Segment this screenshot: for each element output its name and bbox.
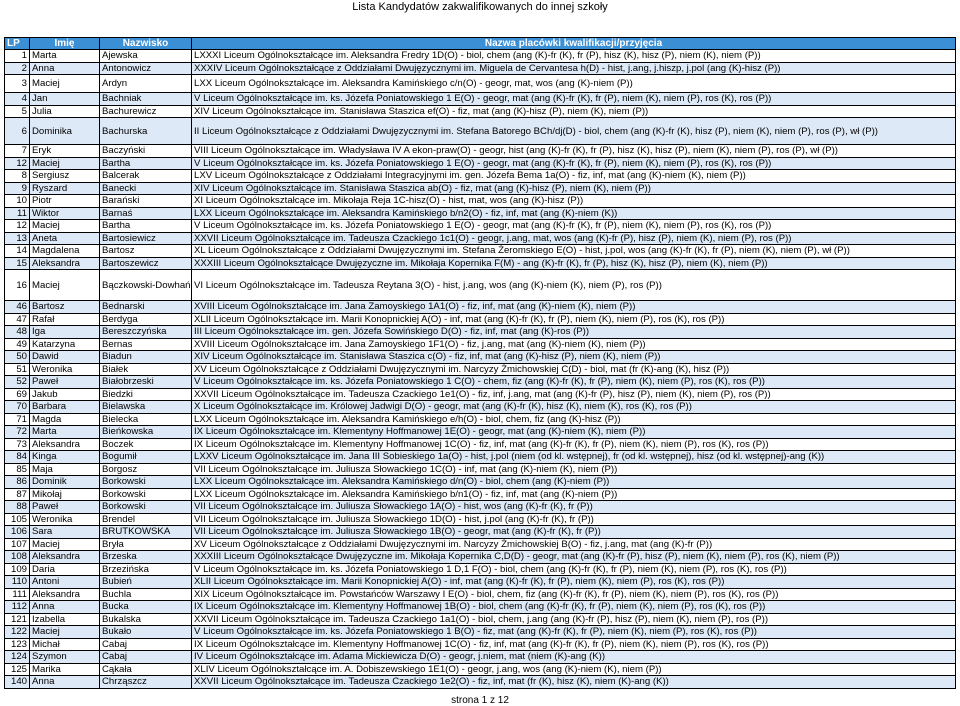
- cell-imie: Magda: [30, 413, 100, 426]
- table-row: [5, 488, 956, 501]
- cell-szkola: V Liceum Ogólnokształcące im. ks. Józefa Poniatowskiego 1 B(O) - fiz, mat (ang (K)-fr (K), fr (P), niem (K), niem (P), ros (K), ros (P)): [192, 626, 956, 639]
- cell-nazwisko: Bryła: [100, 538, 192, 551]
- cell-imie: Rafał: [30, 313, 100, 326]
- cell-nazwisko: Bielecka: [100, 413, 192, 426]
- cell-lp: 4: [5, 93, 30, 106]
- cell-imie: Daria: [30, 563, 100, 576]
- cell-lp: 11: [5, 207, 30, 220]
- cell-szkola: XVIII Liceum Ogólnokształcące im. Jana Zamoyskiego 1A1(O) - fiz, inf, mat (ang (K)-niem (K), niem (P)): [192, 301, 956, 314]
- cell-nazwisko: Bartoszewicz: [100, 257, 192, 270]
- cell-lp: 2: [5, 62, 30, 75]
- table-row: [5, 62, 956, 75]
- cell-imie: Maja: [30, 463, 100, 476]
- cell-imie: Anna: [30, 676, 100, 689]
- cell-nazwisko: Bartha: [100, 157, 192, 170]
- table-row: [5, 118, 956, 145]
- cell-lp: 84: [5, 451, 30, 464]
- cell-lp: 108: [5, 551, 30, 564]
- header-lp: LP: [5, 38, 30, 50]
- table-row: [5, 626, 956, 639]
- cell-imie: Marta: [30, 426, 100, 439]
- table-row: [5, 363, 956, 376]
- cell-szkola: XXVII Liceum Ogólnokształcące im. Tadeusza Czackiego 1a1(O) - biol, chem, j.ang (ang (K)-fr (P), hisz (P), niem (K), niem (P), ros (P)): [192, 613, 956, 626]
- cell-nazwisko: Boczek: [100, 438, 192, 451]
- cell-szkola: V Liceum Ogólnokształcące im. ks. Józefa Poniatowskiego 1 E(O) - geogr, mat (ang (K)-fr (K), fr (P), niem (K), niem (P), ros (K), ros (P)): [192, 93, 956, 106]
- cell-imie: Iga: [30, 326, 100, 339]
- cell-szkola: XIX Liceum Ogólnokształcące im. Powstańców Warszawy I E(O) - biol, chem, fiz (ang (K)-fr (K), fr (P), niem (K), niem (P), ros (K), ros (P)): [192, 588, 956, 601]
- table-row: [5, 338, 956, 351]
- table-row: [5, 576, 956, 589]
- cell-szkola: IV Liceum Ogólnokształcące im. Adama Mickiewicza D(O) - geogr, j.niem, mat (niem (K)-ang (K)): [192, 651, 956, 664]
- cell-lp: 109: [5, 563, 30, 576]
- cell-imie: Bartosz: [30, 301, 100, 314]
- cell-lp: 87: [5, 488, 30, 501]
- cell-imie: Weronika: [30, 513, 100, 526]
- cell-szkola: XLII Liceum Ogólnokształcące im. Marii Konopnickiej A(O) - inf, mat (ang (K)-fr (K), fr (P), niem (K), niem (P), ros (K), ros (P)): [192, 576, 956, 589]
- table-row: [5, 157, 956, 170]
- cell-nazwisko: Ajewska: [100, 50, 192, 63]
- cell-imie: Barbara: [30, 401, 100, 414]
- cell-lp: 16: [5, 270, 30, 301]
- cell-imie: Magdalena: [30, 245, 100, 258]
- table-row: [5, 651, 956, 664]
- document-title: Lista Kandydatów zakwalifikowanych do innej szkoły: [352, 1, 608, 13]
- cell-imie: Maciej: [30, 538, 100, 551]
- table-row: [5, 513, 956, 526]
- cell-lp: 50: [5, 351, 30, 364]
- cell-nazwisko: Baczyński: [100, 145, 192, 158]
- cell-nazwisko: Bachurska: [100, 118, 192, 145]
- cell-szkola: LXV Liceum Ogólnokształcące z Oddziałami Integracyjnymi im. gen. Józefa Bema 1a(O) - fiz, inf, mat (ang (K)-niem (K), niem (P)): [192, 170, 956, 183]
- cell-nazwisko: Bogumił: [100, 451, 192, 464]
- cell-szkola: III Liceum Ogólnokształcące im. gen. Józefa Sowińskiego D(O) - fiz, inf, mat (ang (K)-ros (P)): [192, 326, 956, 339]
- cell-imie: Marta: [30, 50, 100, 63]
- cell-lp: 105: [5, 513, 30, 526]
- table-row: [5, 438, 956, 451]
- table-row: [5, 257, 956, 270]
- cell-nazwisko: Bernas: [100, 338, 192, 351]
- cell-szkola: XIV Liceum Ogólnokształcące im. Stanisława Staszica ef(O) - fiz, mat (ang (K)-hisz (P), niem (K), niem (P)): [192, 105, 956, 118]
- cell-lp: 47: [5, 313, 30, 326]
- cell-lp: 12: [5, 157, 30, 170]
- table-row: [5, 351, 956, 364]
- cell-imie: Mikołaj: [30, 488, 100, 501]
- cell-nazwisko: Bartosiewicz: [100, 232, 192, 245]
- cell-szkola: XXVII Liceum Ogólnokształcące im. Tadeusza Czackiego 1e2(O) - fiz, inf, mat (fr (K), hisz (K), niem (K)-ang (K)): [192, 676, 956, 689]
- cell-lp: 51: [5, 363, 30, 376]
- cell-lp: 122: [5, 626, 30, 639]
- cell-szkola: X Liceum Ogólnokształcące im. Królowej Jadwigi D(O) - geogr, mat (ang (K)-fr (K), hisz (K), niem (K), ros (K), ros (P)): [192, 401, 956, 414]
- cell-nazwisko: Buchla: [100, 588, 192, 601]
- table-row: [5, 220, 956, 233]
- cell-nazwisko: Borkowski: [100, 488, 192, 501]
- cell-nazwisko: Bączkowski-Dowhań: [100, 270, 192, 301]
- cell-nazwisko: Chrząszcz: [100, 676, 192, 689]
- cell-szkola: XLII Liceum Ogólnokształcące im. Marii Konopnickiej A(O) - inf, mat (ang (K)-fr (K), fr (P), niem (K), niem (P), ros (K), ros (P)): [192, 313, 956, 326]
- cell-imie: Julia: [30, 105, 100, 118]
- table-row: [5, 638, 956, 651]
- cell-imie: Ryszard: [30, 182, 100, 195]
- cell-nazwisko: Białek: [100, 363, 192, 376]
- cell-szkola: VII Liceum Ogólnokształcące im. Juliusza Słowackiego 1A(O) - hist, wos (ang (K)-fr (K), fr (P)): [192, 501, 956, 514]
- cell-nazwisko: BRUTKOWSKA: [100, 526, 192, 539]
- cell-nazwisko: Cabaj: [100, 651, 192, 664]
- cell-imie: Dawid: [30, 351, 100, 364]
- table-row: [5, 170, 956, 183]
- cell-lp: 85: [5, 463, 30, 476]
- cell-nazwisko: Bukało: [100, 626, 192, 639]
- table-row: [5, 663, 956, 676]
- cell-lp: 8: [5, 170, 30, 183]
- cell-imie: Maciej: [30, 626, 100, 639]
- cell-lp: 107: [5, 538, 30, 551]
- cell-nazwisko: Bartosz: [100, 245, 192, 258]
- cell-szkola: IX Liceum Ogólnokształcące im. Klementyny Hoffmanowej 1E(O) - geogr, mat (ang (K)-niem (K), niem (P)): [192, 426, 956, 439]
- cell-szkola: LXXXI Liceum Ogólnokształcące im. Aleksandra Fredry 1D(O) - biol, chem (ang (K)-fr (K), fr (P), hisz (K), hisz (P), niem (K), niem (P)): [192, 50, 956, 63]
- table-row: [5, 182, 956, 195]
- table-row: [5, 301, 956, 314]
- cell-lp: 48: [5, 326, 30, 339]
- cell-lp: 121: [5, 613, 30, 626]
- cell-imie: Sergiusz: [30, 170, 100, 183]
- cell-lp: 12: [5, 220, 30, 233]
- cell-szkola: XIV Liceum Ogólnokształcące im. Stanisława Staszica ab(O) - fiz, mat (ang (K)-hisz (P), niem (K), niem (P)): [192, 182, 956, 195]
- candidates-table: [4, 37, 956, 689]
- cell-szkola: V Liceum Ogólnokształcące im. ks. Józefa Poniatowskiego 1 E(O) - geogr, mat (ang (K)-fr (K), fr (P), niem (K), niem (P), ros (K), ros (P)): [192, 220, 956, 233]
- cell-lp: 3: [5, 75, 30, 93]
- table-row: [5, 563, 956, 576]
- cell-szkola: II Liceum Ogólnokształcące z Oddziałami Dwujęzycznymi im. Stefana Batorego BCh/dj(D) - biol, chem (ang (K)-fr (K), hisz (P), niem (K), niem (P), ros (P), wł (P)): [192, 118, 956, 145]
- cell-szkola: XXXIII Liceum Ogólnokształcące Dwujęzyczne im. Mikołaja Kopernika C,D(D) - geogr, mat (ang (K)-fr (P), hisz (P), niem (K), niem (P), ros (K), niem (P)): [192, 551, 956, 564]
- cell-szkola: XIV Liceum Ogólnokształcące im. Stanisława Staszica c(O) - fiz, inf, mat (ang (K)-hisz (P), niem (K), niem (P)): [192, 351, 956, 364]
- cell-nazwisko: Bartha: [100, 220, 192, 233]
- table-row: [5, 413, 956, 426]
- table-row: [5, 551, 956, 564]
- cell-nazwisko: Bachniak: [100, 93, 192, 106]
- cell-szkola: VI Liceum Ogólnokształcące im. Tadeusza Reytana 3(O) - hist, j.ang, wos (ang (K)-niem (K), niem (P), ros (P)): [192, 270, 956, 301]
- cell-nazwisko: Biedzki: [100, 388, 192, 401]
- cell-lp: 88: [5, 501, 30, 514]
- cell-imie: Kinga: [30, 451, 100, 464]
- cell-nazwisko: Cabaj: [100, 638, 192, 651]
- cell-nazwisko: Bucka: [100, 601, 192, 614]
- cell-nazwisko: Biadun: [100, 351, 192, 364]
- table-row: [5, 588, 956, 601]
- cell-imie: Marika: [30, 663, 100, 676]
- cell-szkola: XXXIII Liceum Ogólnokształcące Dwujęzyczne im. Mikołaja Kopernika F(M) - ang (K)-fr (K), fr (P), hisz (K), hisz (P), niem (K), niem (P)): [192, 257, 956, 270]
- table-row: [5, 526, 956, 539]
- cell-szkola: XLIV Liceum Ogólnokształcące im. A. Dobiszewskiego 1E1(O) - geogr, j.ang, wos (ang (K)-niem (K), niem (P)): [192, 663, 956, 676]
- cell-imie: Aleksandra: [30, 551, 100, 564]
- cell-nazwisko: Berdyga: [100, 313, 192, 326]
- table-row: [5, 105, 956, 118]
- table-row: [5, 401, 956, 414]
- cell-szkola: V Liceum Ogólnokształcące im. ks. Józefa Poniatowskiego 1 E(O) - geogr, mat (ang (K)-fr (K), fr (P), niem (K), niem (P), ros (K), ros (P)): [192, 157, 956, 170]
- cell-lp: 6: [5, 118, 30, 145]
- cell-nazwisko: Brendel: [100, 513, 192, 526]
- cell-imie: Maciej: [30, 270, 100, 301]
- table-row: [5, 601, 956, 614]
- cell-lp: 112: [5, 601, 30, 614]
- cell-nazwisko: Brzeska: [100, 551, 192, 564]
- cell-nazwisko: Bubień: [100, 576, 192, 589]
- table-row: [5, 207, 956, 220]
- cell-szkola: V Liceum Ogólnokształcące im. ks. Józefa Poniatowskiego 1 D,1 F(O) - biol, chem (ang (K)-fr (K), fr (P), niem (K), niem (P), ros (K), ros (P)): [192, 563, 956, 576]
- cell-nazwisko: Barański: [100, 195, 192, 208]
- cell-lp: 5: [5, 105, 30, 118]
- table-row: [5, 613, 956, 626]
- cell-nazwisko: Balcerak: [100, 170, 192, 183]
- cell-nazwisko: Borkowski: [100, 476, 192, 489]
- cell-szkola: IX Liceum Ogólnokształcące im. Klementyny Hoffmanowej 1C(O) - fiz, inf, mat (ang (K)-fr (K), fr (P), niem (K), niem (P), ros (K), ros (P)): [192, 638, 956, 651]
- cell-szkola: XI Liceum Ogólnokształcące im. Mikołaja Reja 1C-hisz(O) - hist, mat, wos (ang (K)-hisz (P)): [192, 195, 956, 208]
- table-header-row: [5, 38, 956, 50]
- cell-imie: Katarzyna: [30, 338, 100, 351]
- cell-lp: 10: [5, 195, 30, 208]
- cell-nazwisko: Bereszczyńska: [100, 326, 192, 339]
- cell-szkola: XVIII Liceum Ogólnokształcące im. Jana Zamoyskiego 1F1(O) - fiz, j.ang, mat (ang (K)-niem (K), niem (P)): [192, 338, 956, 351]
- cell-lp: 9: [5, 182, 30, 195]
- cell-imie: Maciej: [30, 220, 100, 233]
- cell-nazwisko: Bukalska: [100, 613, 192, 626]
- table-row: [5, 388, 956, 401]
- cell-szkola: XXVII Liceum Ogólnokształcące im. Tadeusza Czackiego 1e1(O) - fiz, inf, j.ang, mat (ang (K)-fr (P), hisz (P), niem (K), niem (P), ros (P)): [192, 388, 956, 401]
- table-row: [5, 50, 956, 63]
- cell-imie: Dominika: [30, 118, 100, 145]
- cell-nazwisko: Bieńkowska: [100, 426, 192, 439]
- table-row: [5, 145, 956, 158]
- cell-imie: Jan: [30, 93, 100, 106]
- cell-imie: Maciej: [30, 75, 100, 93]
- cell-imie: Maciej: [30, 157, 100, 170]
- cell-szkola: VIII Liceum Ogólnokształcące im. Władysława IV A ekon-praw(O) - geogr, hist (ang (K)-fr (K), fr (P), hisz (K), hisz (P), niem (K), niem (P), ros (P), wł (P)): [192, 145, 956, 158]
- cell-imie: Szymon: [30, 651, 100, 664]
- cell-szkola: LXX Liceum Ogólnokształcące im. Aleksandra Kamińskiego d/n(O) - biol, chem (ang (K)-niem (P)): [192, 476, 956, 489]
- cell-szkola: XV Liceum Ogólnokształcące z Oddziałami Dwujęzycznymi im. Narcyzy Żmichowskiej B(O) - fiz, j.ang, mat (ang (K)-fr (P)): [192, 538, 956, 551]
- cell-szkola: VII Liceum Ogólnokształcące im. Juliusza Słowackiego 1B(O) - geogr, mat (ang (K)-fr (K), fr (P)): [192, 526, 956, 539]
- cell-lp: 52: [5, 376, 30, 389]
- cell-nazwisko: Brzezińska: [100, 563, 192, 576]
- cell-nazwisko: Banecki: [100, 182, 192, 195]
- cell-szkola: LXX Liceum Ogólnokształcące im. Aleksandra Kamińskiego c/n(O) - geogr, mat, wos (ang (K)-niem (P)): [192, 75, 956, 93]
- cell-imie: Aneta: [30, 232, 100, 245]
- cell-imie: Eryk: [30, 145, 100, 158]
- cell-lp: 111: [5, 588, 30, 601]
- cell-nazwisko: Borkowski: [100, 501, 192, 514]
- cell-imie: Weronika: [30, 363, 100, 376]
- cell-imie: Aleksandra: [30, 438, 100, 451]
- cell-nazwisko: Borgosz: [100, 463, 192, 476]
- table-row: [5, 476, 956, 489]
- cell-lp: 69: [5, 388, 30, 401]
- cell-lp: 72: [5, 426, 30, 439]
- page-number: strona 1 z 12: [451, 695, 509, 706]
- cell-lp: 1: [5, 50, 30, 63]
- cell-nazwisko: Barnaś: [100, 207, 192, 220]
- table-row: [5, 451, 956, 464]
- cell-imie: Sara: [30, 526, 100, 539]
- table-row: [5, 538, 956, 551]
- cell-imie: Paweł: [30, 376, 100, 389]
- cell-imie: Michał: [30, 638, 100, 651]
- table-row: [5, 426, 956, 439]
- cell-szkola: VII Liceum Ogólnokształcące im. Juliusza Słowackiego 1C(O) - inf, mat (ang (K)-niem (K), niem (P)): [192, 463, 956, 476]
- cell-imie: Wiktor: [30, 207, 100, 220]
- table-row: [5, 245, 956, 258]
- cell-szkola: XXVII Liceum Ogólnokształcące im. Tadeusza Czackiego 1c1(O) - geogr, j.ang, mat, wos (ang (K)-fr (P), hisz (P), niem (K), niem (P), ros (P)): [192, 232, 956, 245]
- cell-lp: 110: [5, 576, 30, 589]
- table-row: [5, 93, 956, 106]
- cell-imie: Izabella: [30, 613, 100, 626]
- cell-lp: 49: [5, 338, 30, 351]
- cell-lp: 73: [5, 438, 30, 451]
- cell-imie: Piotr: [30, 195, 100, 208]
- cell-lp: 124: [5, 651, 30, 664]
- cell-lp: 14: [5, 245, 30, 258]
- cell-szkola: LXX Liceum Ogólnokształcące im. Aleksandra Kamińskiego b/n1(O) - fiz, inf, mat (ang (K)-niem (P)): [192, 488, 956, 501]
- cell-szkola: V Liceum Ogólnokształcące im. ks. Józefa Poniatowskiego 1 C(O) - chem, fiz (ang (K)-fr (K), fr (P), niem (K), niem (P), ros (K), ros (P)): [192, 376, 956, 389]
- cell-szkola: LXXV Liceum Ogólnokształcące im. Jana III Sobieskiego 1a(O) - hist, j.pol (niem (od kl. wstępnej), fr (od kl. wstępnej), hisz (od kl. wstępnej)-ang (K)): [192, 451, 956, 464]
- header-nazwisko: Nazwisko: [100, 38, 192, 50]
- table-row: [5, 326, 956, 339]
- cell-lp: 123: [5, 638, 30, 651]
- cell-szkola: XL Liceum Ogólnokształcące z Oddziałami Dwujęzycznymi im. Stefana Żeromskiego E(O) - hist, j.pol, wos (ang (K)-fr (K), fr (P), niem (K), niem (P), wł (P)): [192, 245, 956, 258]
- cell-lp: 15: [5, 257, 30, 270]
- cell-nazwisko: Białobrzeski: [100, 376, 192, 389]
- cell-imie: Anna: [30, 62, 100, 75]
- cell-szkola: XV Liceum Ogólnokształcące z Oddziałami Dwujęzycznymi im. Narcyzy Żmichowskiej C(D) - biol, mat (fr (K)-ang (K), hisz (P)): [192, 363, 956, 376]
- cell-nazwisko: Antonowicz: [100, 62, 192, 75]
- cell-lp: 13: [5, 232, 30, 245]
- table-row: [5, 463, 956, 476]
- table-row: [5, 313, 956, 326]
- cell-lp: 106: [5, 526, 30, 539]
- cell-lp: 86: [5, 476, 30, 489]
- cell-szkola: VII Liceum Ogólnokształcące im. Juliusza Słowackiego 1D(O) - hist, j.pol (ang (K)-fr (K), fr (P)): [192, 513, 956, 526]
- cell-szkola: IX Liceum Ogólnokształcące im. Klementyny Hoffmanowej 1C(O) - fiz, inf, mat (ang (K)-fr (K), fr (P), niem (K), niem (P), ros (K), ros (P)): [192, 438, 956, 451]
- cell-szkola: IX Liceum Ogólnokształcące im. Klementyny Hoffmanowej 1B(O) - biol, chem (ang (K)-fr (K), fr (P), niem (K), niem (P), ros (K), ros (P)): [192, 601, 956, 614]
- cell-nazwisko: Bednarski: [100, 301, 192, 314]
- cell-nazwisko: Bielawska: [100, 401, 192, 414]
- cell-imie: Paweł: [30, 501, 100, 514]
- header-szkola: Nazwa placówki kwalifikacji/przyjęcia: [192, 38, 956, 50]
- cell-szkola: LXX Liceum Ogólnokształcące im. Aleksandra Kamińskiego b/n2(O) - fiz, inf, mat (ang (K)-niem (K)): [192, 207, 956, 220]
- cell-lp: 125: [5, 663, 30, 676]
- cell-lp: 7: [5, 145, 30, 158]
- table-row: [5, 195, 956, 208]
- cell-imie: Anna: [30, 601, 100, 614]
- cell-imie: Jakub: [30, 388, 100, 401]
- cell-lp: 70: [5, 401, 30, 414]
- table-row: [5, 232, 956, 245]
- cell-imie: Aleksandra: [30, 257, 100, 270]
- cell-lp: 46: [5, 301, 30, 314]
- cell-lp: 140: [5, 676, 30, 689]
- cell-nazwisko: Bachurewicz: [100, 105, 192, 118]
- table-row: [5, 270, 956, 301]
- cell-lp: 71: [5, 413, 30, 426]
- cell-szkola: XXXIV Liceum Ogólnokształcące z Oddziałami Dwujęzycznymi im. Miguela de Cervantesa h(D) - hist, j.ang, j.hiszp, j.pol (ang (K)-hisz (P)): [192, 62, 956, 75]
- cell-nazwisko: Ardyn: [100, 75, 192, 93]
- cell-imie: Antoni: [30, 576, 100, 589]
- table-row: [5, 376, 956, 389]
- cell-szkola: LXX Liceum Ogólnokształcące im. Aleksandra Kamińskiego e/h(O) - biol, chem, fiz (ang (K)-hisz (P)): [192, 413, 956, 426]
- cell-nazwisko: Cąkała: [100, 663, 192, 676]
- table-row: [5, 501, 956, 514]
- cell-imie: Dominik: [30, 476, 100, 489]
- cell-imie: Aleksandra: [30, 588, 100, 601]
- table-row: [5, 75, 956, 93]
- table-row: [5, 676, 956, 689]
- header-imie: Imię: [30, 38, 100, 50]
